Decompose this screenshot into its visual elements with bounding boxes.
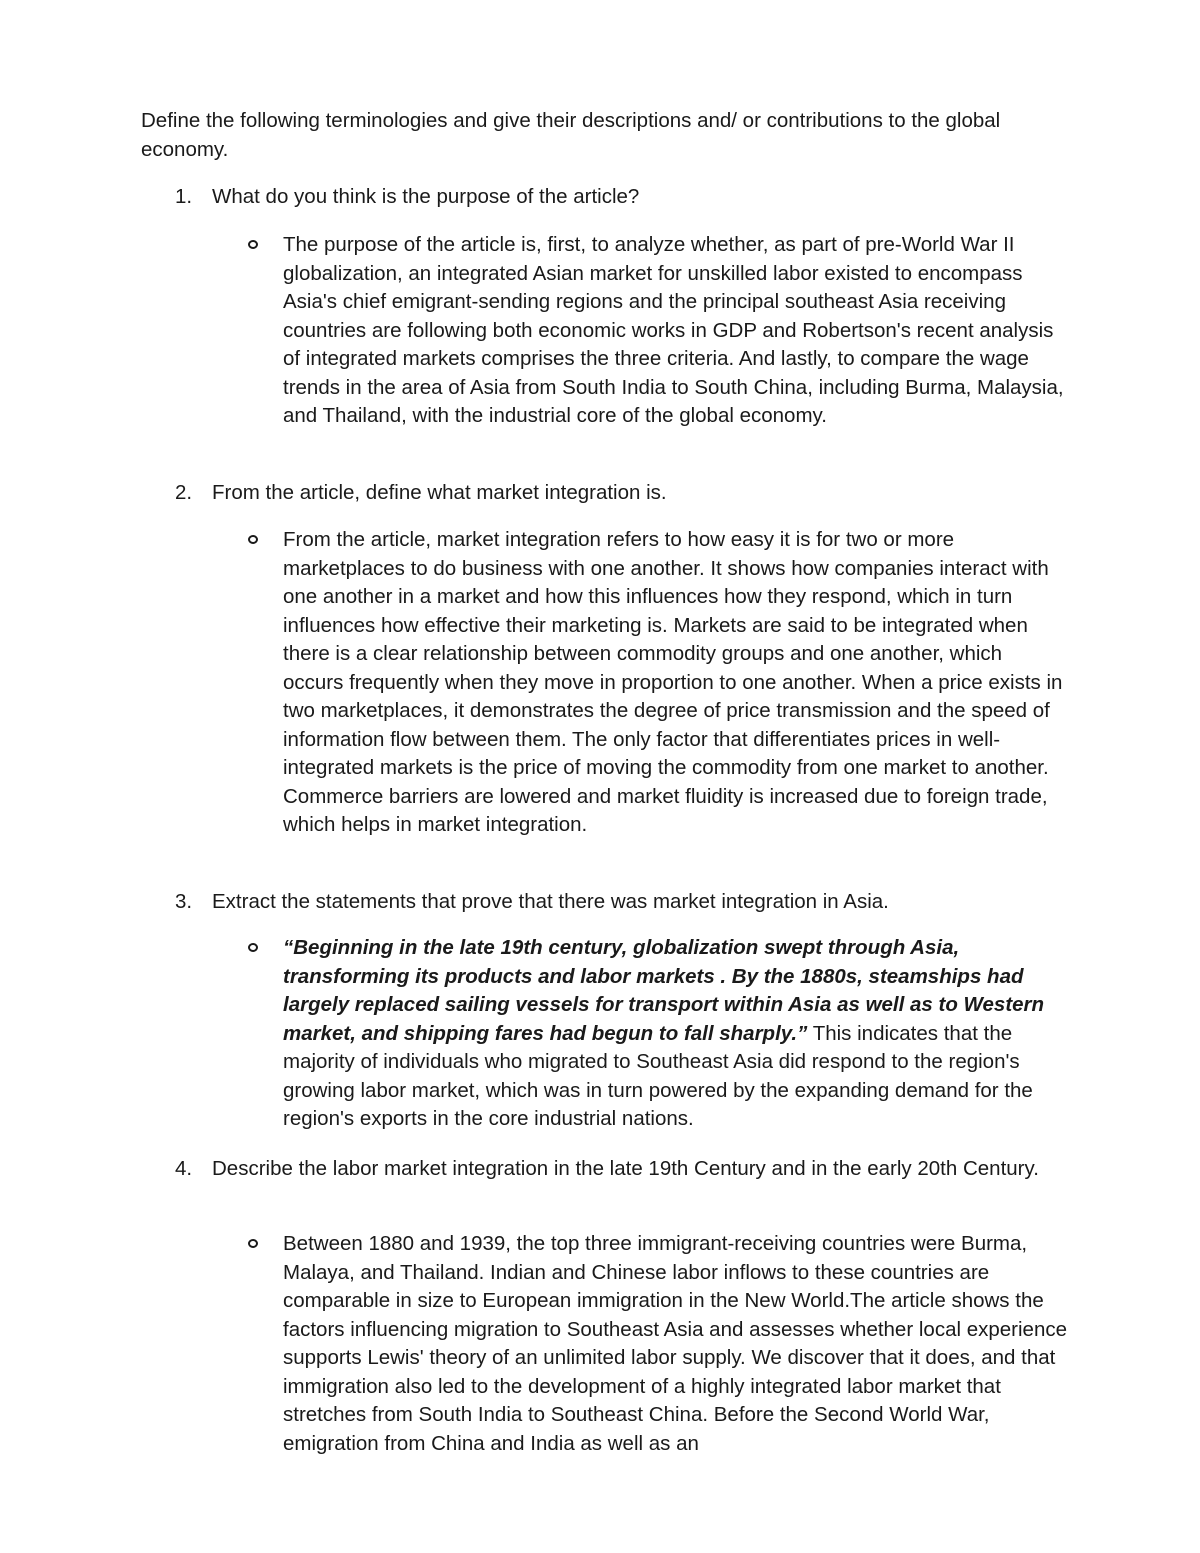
- question-4: [141, 1154, 1066, 1183]
- question-2: [141, 478, 1066, 507]
- question-number: 1.: [175, 185, 193, 208]
- answer-text: The purpose of the article is, first, to analyze whether, as part of pre-World War II globalization, an integrated Asian market for unskilled labor existed to encompass Asia's chief emigrant-sending regions and the principal southeast Asia receiving countries are following both economic works in GDP and Robertson's recent analysis of integrated markets comprises the three criteria. And lastly, to compare the wage trends in the area of Asia from South India to South China, including Burma, Malaysia, and Thailand, with the industrial core of the global economy.: [283, 233, 1064, 427]
- question-3: [141, 887, 1066, 916]
- answer-text: Between 1880 and 1939, the top three immigrant-receiving countries were Burma, Malaya, and Thailand. Indian and Chinese labor inflows to these countries are comparable in size to European immigration in the New World.The article shows the factors influencing migration to Southeast Asia and assesses whether local experience supports Lewis' theory of an unlimited labor supply. We discover that it does, and that immigration also led to the development of a highly integrated labor market that stretches from South India to Southeast China. Before the Second World War, emigration from China and India as well as an: [283, 1232, 1068, 1455]
- question-text: What do you think is the purpose of the article?: [212, 185, 640, 208]
- question-1: [141, 182, 1066, 211]
- hollow-bullet-icon: [248, 240, 258, 249]
- answer-1: [248, 231, 1068, 431]
- question-number: 2.: [175, 481, 193, 504]
- answer-2: [248, 526, 1068, 840]
- question-number: 4.: [175, 1157, 193, 1180]
- question-text: Describe the labor market integration in the late 19th Century and in the early 20th Century.: [212, 1157, 1039, 1180]
- hollow-bullet-icon: [248, 1239, 258, 1248]
- answer-text: [283, 934, 1068, 1134]
- intro-paragraph: Define the following terminologies and give their descriptions and/ or contributions to the global economy.: [141, 109, 1001, 161]
- hollow-bullet-icon: [248, 943, 258, 952]
- bold-italic-quote: “Beginning in the late 19th century, globalization swept through Asia, transforming its products and labor markets . By the 1880s, steamships had largely replaced sailing vessels for transport within Asia as well as to Western market, and shipping fares had begun to fall sharply.”: [283, 936, 1045, 1045]
- answer-explanation: This indicates that the majority of individuals who migrated to Southeast Asia did respond to the region's growing labor market, which was in turn powered by the expanding demand for the region's exports in the core industrial nations.: [283, 1021, 1033, 1130]
- answer-4: [248, 1230, 1068, 1458]
- question-text: From the article, define what market integration is.: [212, 481, 667, 504]
- question-number: 3.: [175, 890, 193, 913]
- hollow-bullet-icon: [248, 535, 258, 544]
- question-text: Extract the statements that prove that there was market integration in Asia.: [212, 890, 889, 913]
- answer-text: From the article, market integration refers to how easy it is for two or more marketplaces to do business with one another. It shows how companies interact with one another in a market and how this influences how they respond, which in turn influences how effective their marketing is. Markets are said to be integrated when there is a clear relationship between commodity groups and one another, which occurs frequently when they move in proportion to one another. When a price exists in two marketplaces, it demonstrates the degree of price transmission and the speed of information flow between them. The only factor that differentiates prices in well-integrated markets is the price of moving the commodity from one market to another. Commerce barriers are lowered and market fluidity is increased due to foreign trade, which helps in market integration.: [283, 528, 1063, 836]
- answer-3: [248, 934, 1068, 1134]
